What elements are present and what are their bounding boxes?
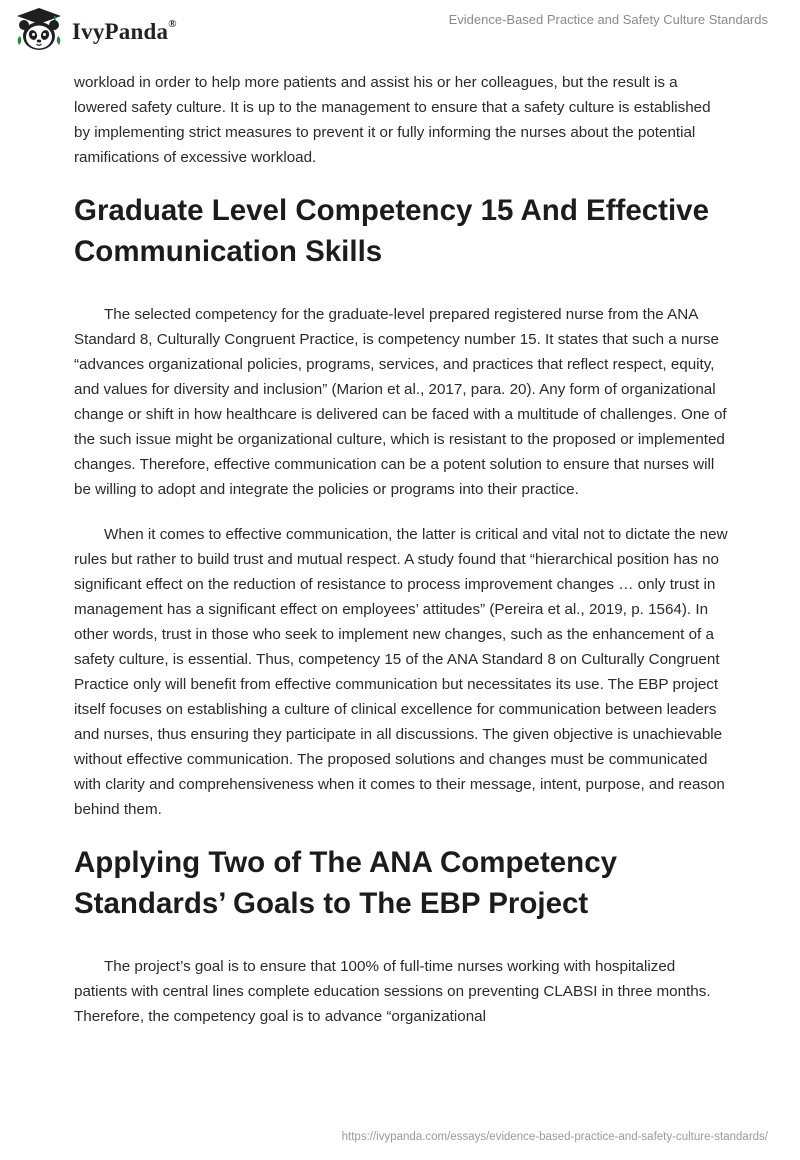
paragraph-continued: workload in order to help more patients and assist his or her colleagues, but the result is a lowered safety culture. It is up to the management to ensure that a safety culture is established by implementing strict measures to prevent it or fully informing the nurses about the potential ramifications of excessive workload.: [74, 74, 711, 166]
registered-mark: ®: [168, 18, 177, 31]
paragraph: When it comes to effective communication, the latter is critical and vital not to dictate the new rules but rather to build trust and mutual respect. A study found that “hierarchical position has no significant effect on the reduction of resistance to process improvement changes … only trust in management has a significant effect on employees’ attitudes” (Pereira et al., 2019, p. 1564). In other words, trust in those who seek to implement new changes, such as the enhancement of a safety culture, is essential. Thus, competency 15 of the ANA Standard 8 on Culturally Congruent Practice only will benefit from effective communication but necessitates its use. The EBP project itself focuses on establishing a culture of clinical excellence for communication between leaders and nurses, thus ensuring they participate in all discussions. The given objective is unachievable without effective communication. The proposed solutions and changes must be communicated with clarity and comprehensiveness when it comes to their message, intent, purpose, and reason behind them.: [74, 526, 728, 818]
ivypanda-logo[interactable]: [14, 6, 177, 54]
paragraph: The project’s goal is to ensure that 100% of full-time nurses working with hospitalized patients with central lines complete education sessions on preventing CLABSI in three months. Therefore, the competency goal is to advance “organizational: [74, 958, 711, 1025]
logo-wordmark: IvyPanda®: [72, 18, 177, 44]
panda-graduate-icon: [14, 7, 64, 53]
essay-content: [74, 70, 730, 1049]
paragraph: The selected competency for the graduate-level prepared registered nurse from the ANA Standard 8, Culturally Congruent Practice, is competency number 15. It states that such a nurse “advances organizational policies, programs, services, and practices that reflect respect, equity, and values for diversity and inclusion” (Marion et al., 2017, para. 20). Any form of organizational change or shift in how healthcare is delivered can be faced with a multitude of challenges. One of the such issue might be organizational culture, which is resistant to the proposed or implemented changes. Therefore, effective communication can be a potent solution to ensure that nurses will be willing to adopt and integrate the policies or programs into their practice.: [74, 306, 727, 498]
section-heading-competency-15: Graduate Level Competency 15 And Effective Communication Skills: [74, 194, 709, 268]
section-heading-ana-goals: Applying Two of The ANA Competency Standards’ Goals to The EBP Project: [74, 846, 618, 920]
page-header: [0, 0, 800, 64]
source-url[interactable]: https://ivypanda.com/essays/evidence-based-practice-and-safety-culture-standards/: [341, 1131, 768, 1143]
document-title: Evidence-Based Practice and Safety Culture Standards: [448, 12, 768, 27]
